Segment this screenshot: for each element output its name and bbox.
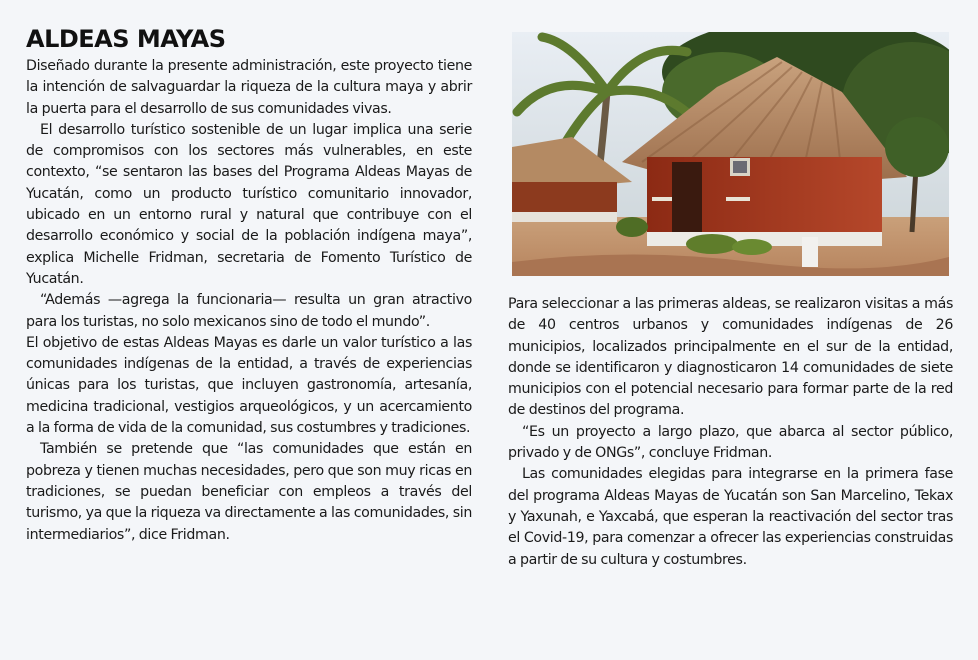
paragraph-quote: “Además —agrega la funcionaria— resulta un gran atractivo para los turistas, no solo mexicanos sino de todo el mundo”. <box>26 292 472 330</box>
paragraph-communities: Las comunidades elegidas para integrarse en la primera fase del programa Aldeas Mayas de Yucatán son San Marcelino, Tekax y Yaxunah, e Yaxcabá, que esperan la reactivación del sector tras el Covid-19, para comenzar a ofrecer las experiencias construidas a partir de su cultura y costumbres. <box>508 466 953 568</box>
article-title: ALDEAS MAYAS <box>26 25 226 53</box>
paragraph-objective: El objetivo de estas Aldeas Mayas es darle un valor turístico a las comunidades indígenas de la entidad, a través de experiencias únicas para los turistas, que incluyen gastronomía, artesanía, medicina tradicional, vestigios arqueológicos, y un acercamiento a la forma de vida de la comunidad, sus costumbres y tradiciones. <box>26 334 472 437</box>
paragraph-poverty: También se pretende que “las comunidades que están en pobreza y tienen muchas necesidades, pero que son muy ricas en tradiciones, se puedan beneficiar con empleos a través del turismo, ya que la riqueza va directamente a las comunidades, sin intermediarios”, dice Fridman. <box>26 441 472 543</box>
paragraph-intro: Diseñado durante la presente administración, este proyecto tiene la intención de salvaguardar la riqueza de la cultura maya y abrir la puerta para el desarrollo de sus comunidades vivas. <box>26 58 472 117</box>
paragraph-long-term: “Es un proyecto a largo plazo, que abarca al sector público, privado y de ONGs”, concluye Fridman. <box>508 423 953 462</box>
paragraph-selection: Para seleccionar a las primeras aldeas, se realizaron visitas a más de 40 centros urbanos y comunidades indígenas de 26 municipios, localizados principalmente en el sur de la entidad, donde se identificaron y diagnosticaron 14 comunidades de siete municipios con el potencial necesario para formar parte de la red de destinos del programa. <box>508 296 953 419</box>
thatched-hut-photo <box>512 32 949 276</box>
paragraph-sustainable: El desarrollo turístico sostenible de un lugar implica una serie de compromisos con los sectores más vulnerables, en este contexto, “se sentaron las bases del Programa Aldeas Mayas de Yucatán, como un producto turístico comunitario innovador, ubicado en un entorno rural y natural que contribuye con el desarrollo económico y social de la población indígena maya”, explica Michelle Fridman, secretaria de Fomento Turístico de Yucatán. <box>26 121 472 287</box>
right-column <box>508 294 953 571</box>
left-column <box>26 24 472 546</box>
